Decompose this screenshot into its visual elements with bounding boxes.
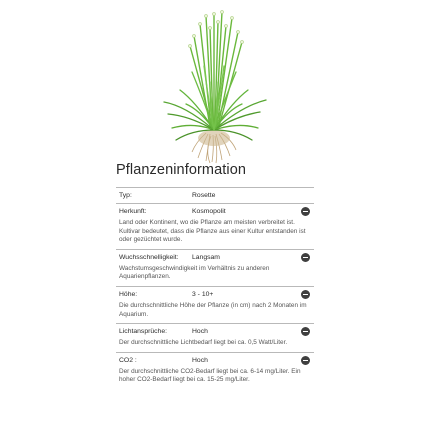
plant-image [150, 6, 280, 164]
info-row-type [116, 187, 314, 203]
info-row-header [116, 204, 314, 219]
info-row-label: CO2 : [119, 356, 137, 364]
info-row-header [116, 250, 314, 265]
info-row-value: Rosette [192, 192, 216, 199]
info-row-header [116, 353, 314, 368]
minus-circle-icon[interactable] [301, 327, 310, 336]
info-row-co2 [116, 352, 314, 389]
info-row-origin [116, 203, 314, 249]
info-row-label: Typ: [119, 192, 132, 199]
info-row-light [116, 323, 314, 352]
info-row-description: Land oder Kontinent, wo die Pflanze am meisten verbreitet ist. Kultivar bedeutet, dass die Pflanze aus einer Kultur entstanden ist oder gezüchtet wurde. [119, 219, 306, 244]
info-row-label: Herkunft: [119, 208, 147, 215]
info-row-value: Kosmopolit [192, 208, 226, 215]
info-row-description: Der durchschnittliche CO2-Bedarf liegt bei ca. 6-14 mg/Liter. Ein hoher CO2-Bedarf liegt bei ca. 15-25 mg/Liter. [119, 367, 301, 384]
info-row-header [116, 324, 314, 339]
info-row-value: Langsam [192, 253, 220, 261]
info-row-height [116, 286, 314, 323]
section-title: Pflanzeninformation [116, 162, 247, 178]
info-row-header [116, 287, 314, 302]
info-row-value: Hoch [192, 328, 208, 336]
plant-info-table [116, 187, 314, 389]
info-row-description: Die durchschnittliche Höhe der Pflanze (in cm) nach 2 Monaten im Aquarium. [119, 301, 307, 318]
info-row-value: Hoch [192, 356, 208, 364]
info-row-description: Der durchschnittliche Lichtbedarf liegt bei ca. 0,5 Watt/Liter. [119, 339, 288, 347]
info-row-growth-rate [116, 249, 314, 286]
minus-circle-icon[interactable] [301, 290, 310, 299]
minus-circle-icon[interactable] [301, 356, 310, 365]
info-row-header [116, 188, 314, 203]
info-row-label: Lichtansprüche: [119, 328, 167, 336]
info-row-value: 3 - 10+ [192, 290, 214, 298]
info-row-label: Höhe: [119, 290, 138, 298]
minus-circle-icon[interactable] [301, 253, 310, 262]
info-row-description: Wachstumsgeschwindigkeit im Verhältnis zu anderen Aquarienpflanzen. [119, 264, 270, 281]
minus-circle-icon[interactable] [301, 207, 310, 216]
info-row-label: Wuchsschnelligkeit: [119, 253, 179, 261]
